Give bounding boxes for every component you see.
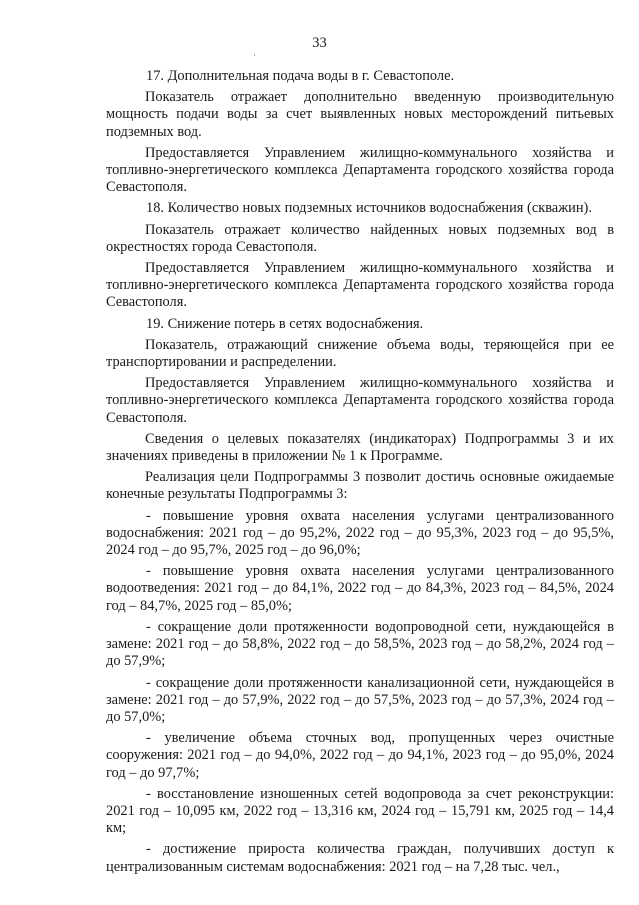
paragraph: Предоставляется Управлением жилищно-коммунального хозяйства и топливно-энергетического комплекса Департамента городского хозяйства города Севастополя. (106, 144, 614, 196)
numbered-heading: 19. Снижение потерь в сетях водоснабжения. (146, 315, 424, 332)
result-list-item: - увеличение объема сточных вод, пропущенных через очистные сооружения: 2021 год – до 94,0%, 2022 год – до 94,1%, 2023 год – до 95,0%, 2024 год – до 97,7%; (106, 730, 614, 781)
result-list-item: - достижение прироста количества граждан, получивших доступ к централизованным системам водоснабжения: 2021 год – на 7,28 тыс. чел., (106, 841, 614, 875)
paragraph: Сведения о целевых показателях (индикаторах) Подпрограммы 3 и их значениях приведены в приложении № 1 к Программе. (106, 430, 614, 465)
scan-speck: · (253, 50, 256, 60)
result-list-item: - сокращение доли протяженности канализационной сети, нуждающейся в замене: 2021 год – до 57,9%, 2022 год – до 57,5%, 2023 год – до 57,3%, 2024 год – до 57,0%; (106, 674, 614, 725)
numbered-heading: 18. Количество новых подземных источников водоснабжения (скважин). (146, 200, 592, 217)
paragraph: Предоставляется Управлением жилищно-коммунального хозяйства и топливно-энергетического комплекса Департамента городского хозяйства города Севастополя. (106, 260, 614, 311)
paragraph: Показатель, отражающий снижение объема воды, теряющейся при ее транспортировании и распределении. (106, 336, 614, 371)
numbered-heading: 17. Дополнительная подача воды в г. Севастополе. (146, 68, 455, 84)
paragraph: Реализация цели Подпрограммы 3 позволит достичь основные ожидаемые конечные результаты Подпрограммы 3: (106, 469, 614, 503)
paragraph: Показатель отражает дополнительно введенную производительную мощность подачи воды за счет выявленных новых месторождений питьевых подземных вод. (106, 89, 614, 140)
document-body (106, 68, 614, 880)
page-number: 33 (312, 35, 327, 51)
result-list-item: - восстановление изношенных сетей водопровода за счет реконструкции: 2021 год – 10,095 км, 2022 год – 13,316 км, 2024 год – 15,791 км, 2025 год – 14,4 км; (106, 785, 614, 837)
result-list-item: - сокращение доли протяженности водопроводной сети, нуждающейся в замене: 2021 год – до 58,8%, 2022 год – до 58,5%, 2023 год – до 58,2%, 2024 год – до 57,9%; (106, 618, 614, 670)
paragraph: Предоставляется Управлением жилищно-коммунального хозяйства и топливно-энергетического комплекса Департамента городского хозяйства города Севастополя. (106, 375, 614, 426)
result-list-item: - повышение уровня охвата населения услугами централизованного водоотведения: 2021 год – до 84,1%, 2022 год – до 84,3%, 2023 год – 84,5%, 2024 год – 84,7%, 2025 год – 85,0%; (106, 563, 614, 614)
result-list-item: - повышение уровня охвата населения услугами централизованного водоснабжения: 2021 год – до 95,2%, 2022 год – до 95,3%, 2023 год – до 95,5%, 2024 год – до 95,7%, 2025 год – до 96,0%; (106, 507, 614, 559)
paragraph: Показатель отражает количество найденных новых подземных вод в окрестностях города Севастополя. (106, 221, 614, 255)
